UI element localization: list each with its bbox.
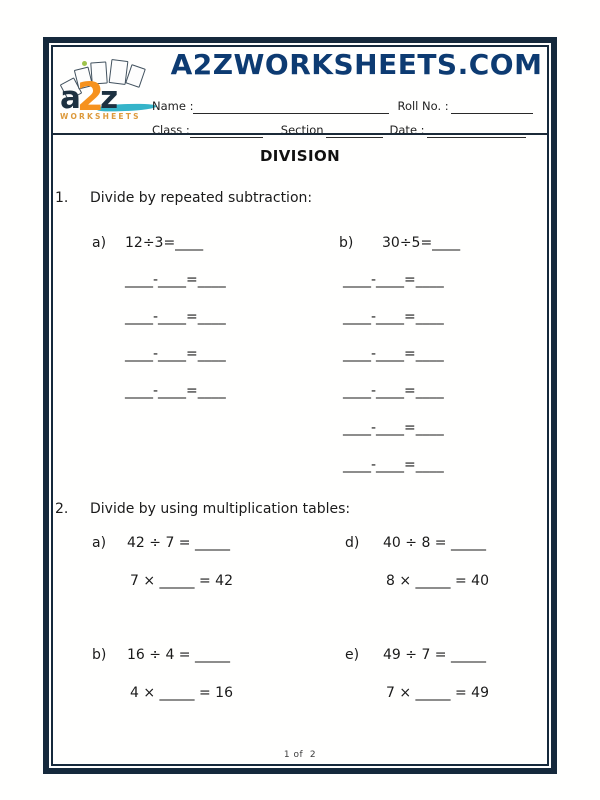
logo-subtext: WORKSHEETS [60,112,141,121]
page-frame-inner [51,45,549,766]
q1a-subtraction-line: ____-____=____ [125,309,226,325]
worksheet-title: DIVISION [259,147,341,165]
q2-part-b-label: b) [92,647,107,663]
question2-prompt: Divide by using multiplication tables: [90,501,351,517]
q2-part-a-multiplication: 7 × _____ = 42 [130,573,233,589]
q1-part-a-label: a) [92,235,107,251]
site-title: A2ZWORKSHEETS.COM [170,48,543,81]
logo-letter-z: z [100,80,119,116]
q1-part-a-expression: 12÷3=____ [125,235,204,251]
logo-letter-2: 2 [76,75,105,120]
name-blank-line [193,100,389,114]
q1a-subtraction-line: ____-____=____ [125,272,226,288]
class-label: Class : [152,123,190,137]
q2-part-b-division: 16 ÷ 4 = _____ [127,647,230,663]
question2-number: 2. [55,501,69,517]
q1b-subtraction-line: ____-____=____ [343,309,444,325]
q2-part-a-label: a) [92,535,107,551]
date-blank-line [427,124,526,138]
green-dot-icon [82,61,87,66]
q1b-subtraction-line: ____-____=____ [343,457,444,473]
q1b-subtraction-line: ____-____=____ [343,383,444,399]
q2-part-d-division: 40 ÷ 8 = _____ [383,535,486,551]
q2-part-e-multiplication: 7 × _____ = 49 [386,685,489,701]
q1-part-b-expression: 30÷5=____ [382,235,461,251]
question1-number: 1. [55,190,69,206]
class-blank-line [190,124,263,138]
q1-part-b-label: b) [339,235,354,251]
q1a-subtraction-line: ____-____=____ [125,383,226,399]
a2z-logo [60,56,162,128]
roll-label: Roll No. : [397,99,449,113]
roll-blank-line [451,100,533,114]
page-number: 1 of 2 [283,750,317,760]
q2-part-e-label: e) [345,647,360,663]
section-label: Section [280,123,324,137]
logo-letter-a: a [60,80,81,116]
q2-part-d-label: d) [345,535,360,551]
q2-part-a-division: 42 ÷ 7 = _____ [127,535,230,551]
q1a-subtraction-line: ____-____=____ [125,346,226,362]
section-blank-line [326,124,383,138]
q1b-subtraction-line: ____-____=____ [343,272,444,288]
q2-part-e-division: 49 ÷ 7 = _____ [383,647,486,663]
q2-part-d-multiplication: 8 × _____ = 40 [386,573,489,589]
date-label: Date : [389,123,425,137]
question1-prompt: Divide by repeated subtraction: [90,190,313,206]
q1b-subtraction-line: ____-____=____ [343,346,444,362]
page-frame [43,37,557,774]
q1b-subtraction-line: ____-____=____ [343,420,444,436]
q2-part-b-multiplication: 4 × _____ = 16 [130,685,233,701]
student-info-fields [152,91,543,138]
header-separator-line [53,133,547,135]
name-label: Name : [152,99,194,113]
name-roll-row [152,91,543,114]
